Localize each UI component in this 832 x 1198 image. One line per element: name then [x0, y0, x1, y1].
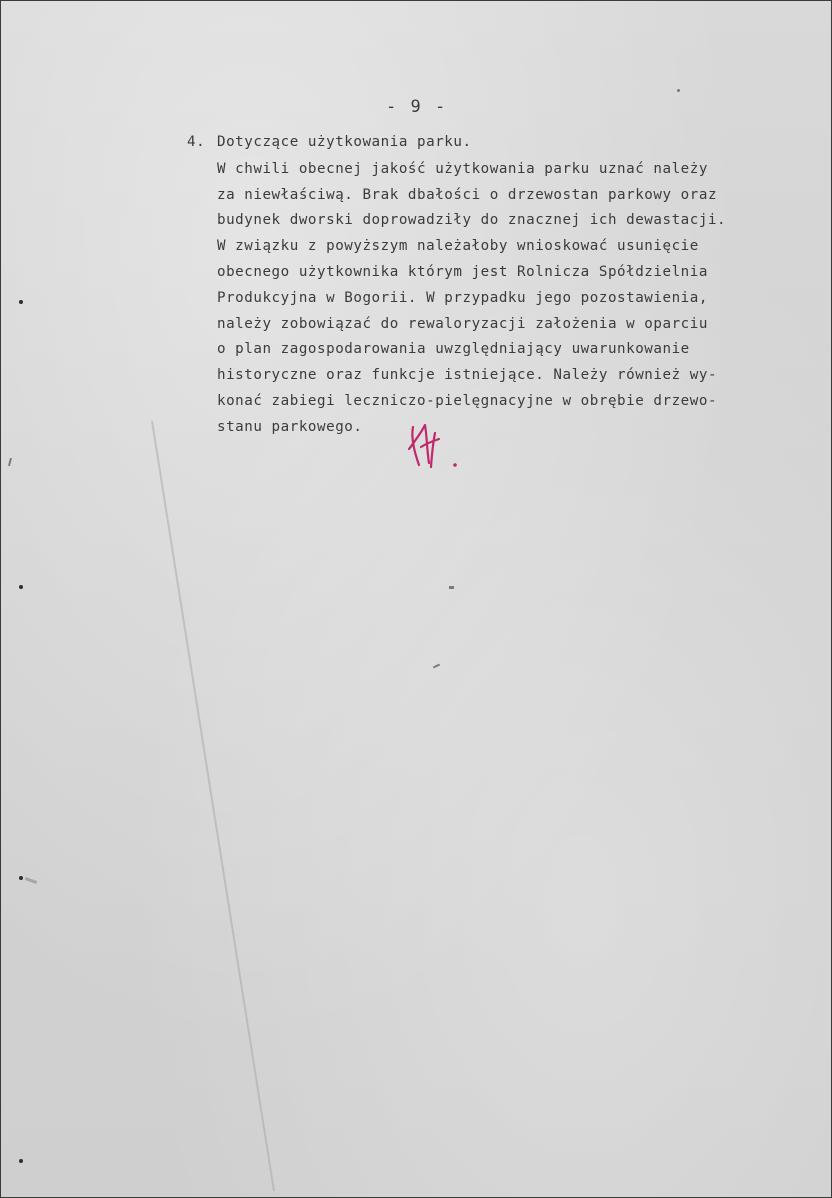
paper-speck: [8, 458, 12, 466]
punch-hole-mark: [19, 300, 23, 304]
paper-fiber-streak: [151, 421, 275, 1192]
punch-hole-mark: [19, 1159, 23, 1163]
body-text-line: W chwili obecnej jakość użytkowania parku uznać należy: [217, 161, 708, 177]
punch-hole-mark: [19, 876, 23, 880]
paper-speck: [25, 877, 37, 884]
section-heading: Dotyczące użytkowania parku.: [217, 134, 472, 150]
handwritten-signature: [405, 419, 465, 474]
body-text-line: obecnego użytkownika którym jest Rolnicza Spółdzielnia: [217, 264, 708, 280]
body-text-line: o plan zagospodarowania uwzględniający uwarunkowanie: [217, 341, 690, 357]
body-text-line: W związku z powyższym należałoby wnioskować usunięcie: [217, 238, 699, 254]
body-text-line: stanu parkowego.: [217, 419, 363, 435]
paper-speck: [449, 586, 454, 589]
paper-speck: [677, 89, 680, 92]
body-text-line: konać zabiegi leczniczo-pielęgnacyjne w obrębie drzewo-: [217, 393, 718, 409]
page-number: - 9 -: [386, 97, 448, 117]
punch-hole-mark: [19, 585, 23, 589]
body-text-line: budynek dworski doprowadziły do znacznej ich dewastacji.: [217, 212, 727, 228]
body-text-line: należy zobowiązać do rewaloryzacji założenia w oparciu: [217, 316, 708, 332]
body-text-line: za niewłaściwą. Brak dbałości o drzewostan parkowy oraz: [217, 187, 718, 203]
body-text-line: Produkcyjna w Bogorii. W przypadku jego pozostawienia,: [217, 290, 708, 306]
section-number: 4.: [187, 134, 206, 150]
paper-speck: [433, 664, 440, 669]
body-text-line: historyczne oraz funkcje istniejące. Należy również wy-: [217, 367, 718, 383]
